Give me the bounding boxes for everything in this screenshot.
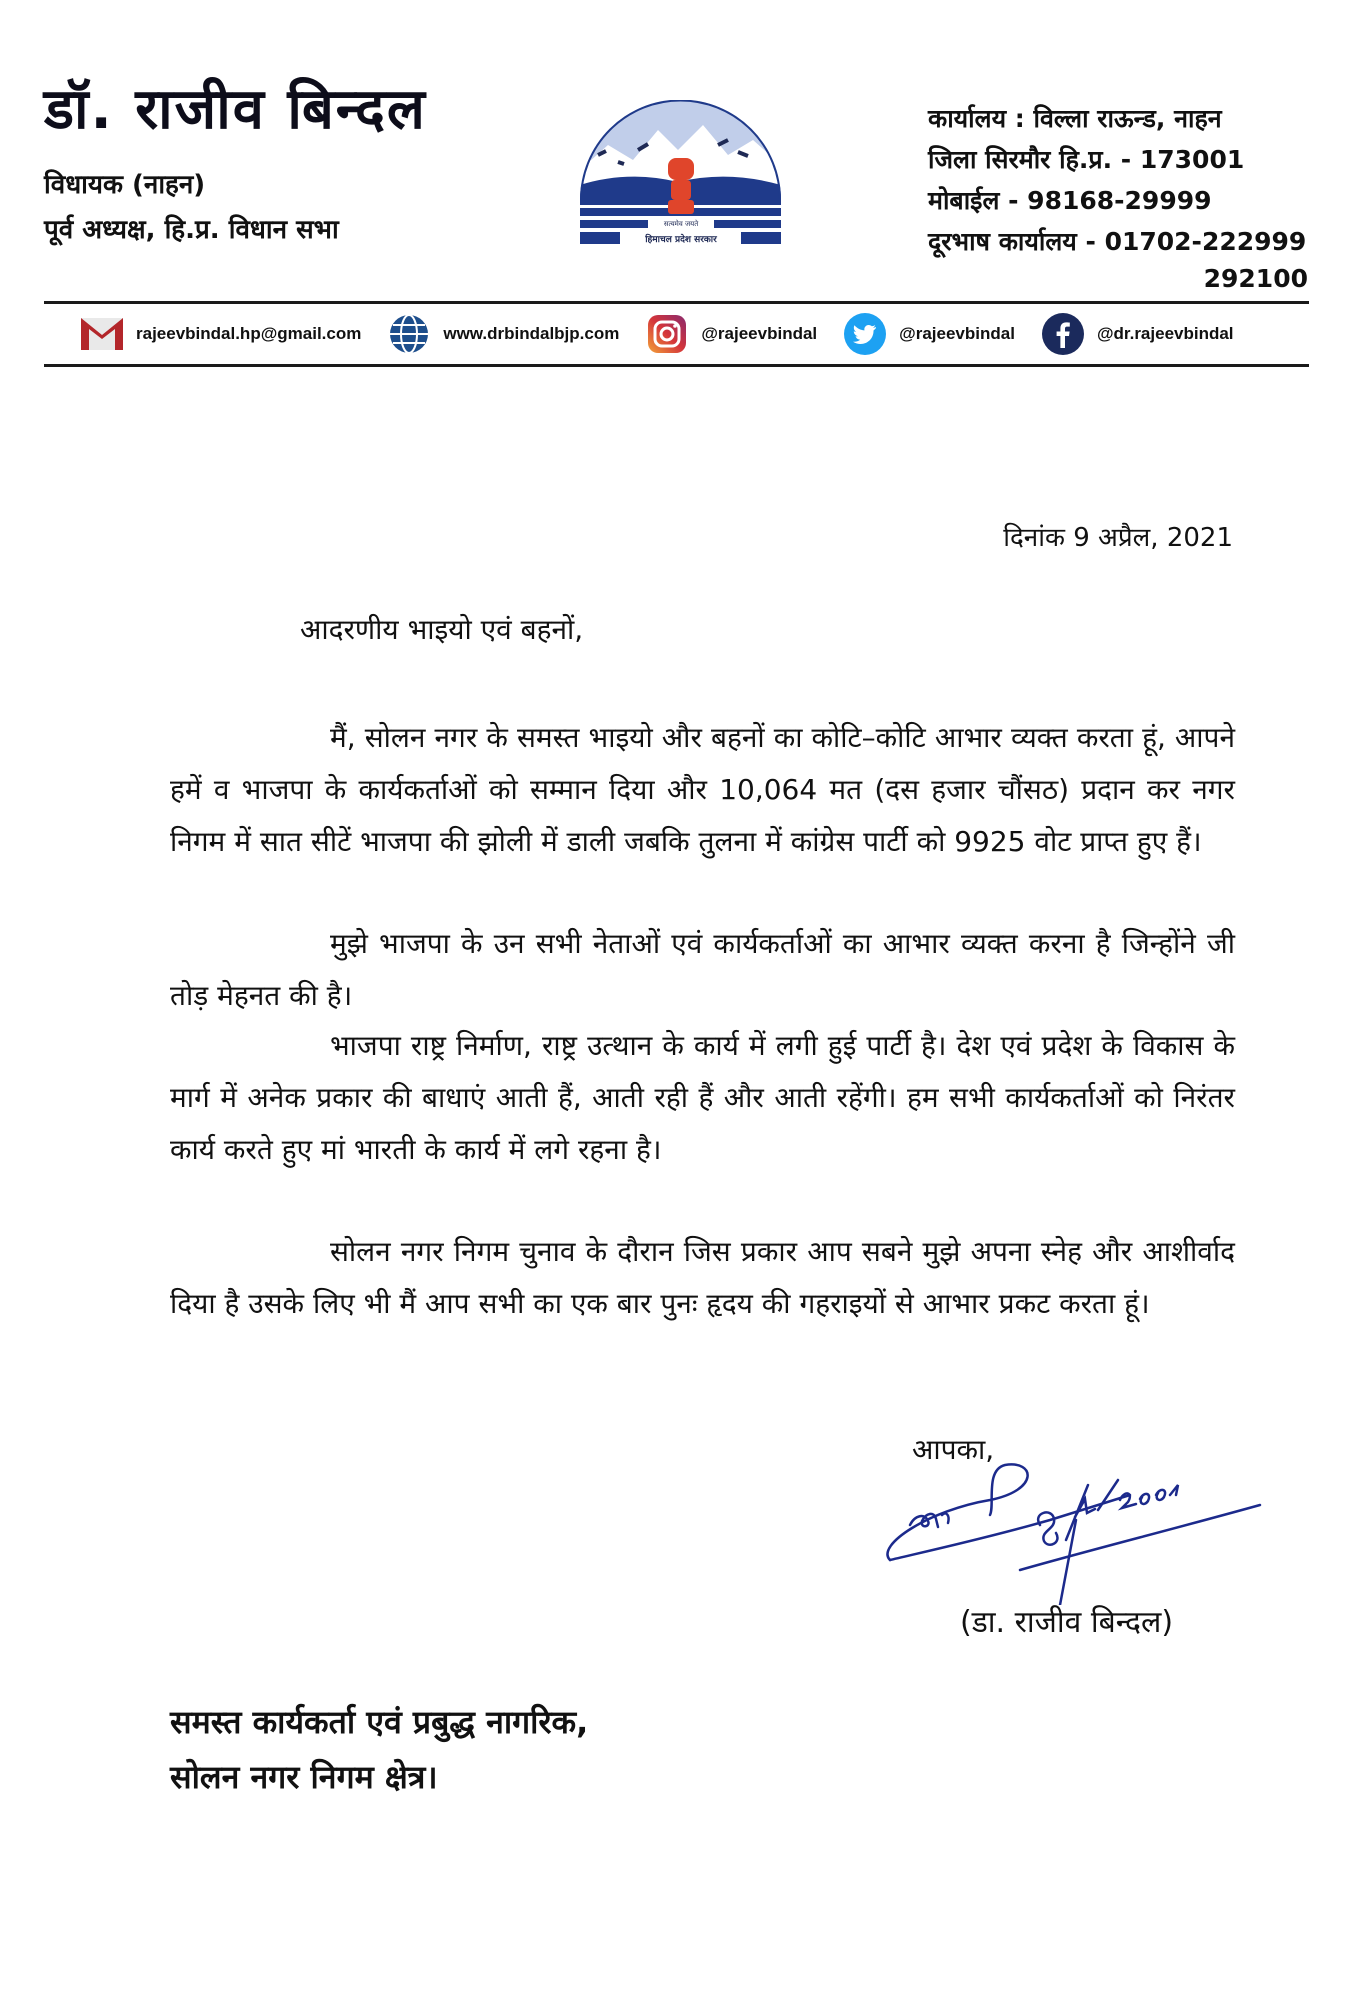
- svg-text:हिमाचल प्रदेश सरकार: हिमाचल प्रदेश सरकार: [645, 235, 717, 245]
- signer-name: (डा. राजीव बिन्दल): [960, 1605, 1174, 1640]
- contact-website[interactable]: [387, 312, 619, 356]
- twitter-handle: @rajeevbindal: [899, 324, 1015, 343]
- paragraph-3: भाजपा राष्ट्र निर्माण, राष्ट्र उत्थान के कार्य में लगी हुई पार्टी है। देश एवं प्रदेश के विकास के मार्ग में अनेक प्रकार की बाधाएं आती हैं, आती रही हैं और आती रहेंगी। हम सभी कार्यकर्ताओं को निरंतर कार्य करते हुए मां भारती के कार्य में लगे रहना है।: [170, 1029, 1235, 1166]
- office-phone: दूरभाष कार्यालय - 01702-222999: [928, 227, 1307, 256]
- letterhead-name: डॉ. राजीव बिन्दल: [44, 77, 427, 142]
- contact-facebook[interactable]: [1041, 312, 1234, 356]
- recipient-line-2: सोलन नगर निगम क्षेत्र।: [170, 1758, 438, 1796]
- logo-emblem-icon: [578, 100, 783, 250]
- himachal-government-logo: [578, 100, 783, 250]
- paragraph-2: मुझे भाजपा के उन सभी नेताओं एवं कार्यकर्ताओं का आभार व्यक्त करना है जिन्होंने जी तोड़ मेहनत की है।: [170, 927, 1235, 1012]
- closing: आपका,: [912, 1433, 995, 1466]
- former-post: पूर्व अध्यक्ष, हि.प्र. विधान सभा: [44, 215, 339, 245]
- svg-text:सत्यमेव जयते: सत्यमेव जयते: [663, 220, 699, 228]
- handwritten-signature: [870, 1455, 1270, 1605]
- facebook-handle: @dr.rajeevbindal: [1096, 324, 1234, 343]
- office-phone-extra: 292100: [1203, 264, 1308, 293]
- instagram-icon: [645, 312, 689, 356]
- paragraph-4: सोलन नगर निगम चुनाव के दौरान जिस प्रकार आप सबने मुझे अपना स्नेह और आशीर्वाद दिया है उसके लिए भी मैं आप सभी का एक बार पुनः हृदय की गहराइयों से आभार प्रकट करता हूं।: [170, 1235, 1235, 1320]
- instagram-handle: @rajeevbindal: [701, 324, 818, 343]
- facebook-icon: [1041, 312, 1085, 356]
- contact-email[interactable]: [80, 312, 361, 356]
- email-text: rajeevbindal.hp@gmail.com: [136, 324, 362, 343]
- globe-icon: [387, 312, 431, 356]
- mobile-number: मोबाईल - 98168-29999: [928, 186, 1212, 215]
- recipient-line-1: समस्त कार्यकर्ता एवं प्रबुद्ध नागरिक,: [170, 1703, 589, 1741]
- district-address: जिला सिरमौर हि.प्र. - 173001: [928, 145, 1245, 174]
- contact-instagram[interactable]: [645, 312, 817, 356]
- divider-bottom: [44, 364, 1309, 367]
- gmail-icon: [80, 312, 124, 356]
- paragraph-1: मैं, सोलन नगर के समस्त भाइयो और बहनों का कोटि–कोटि आभार व्यक्त करता हूं, आपने हमें व भाजपा के कार्यकर्ताओं को सम्मान दिया और 10,064 मत (दस हजार चौंसठ) प्रदान कर नगर निगम में सात सीटें भाजपा की झोली में डाली जबकि तुलना में कांग्रेस पार्टी को 9925 वोट प्राप्त हुए हैं।: [170, 721, 1235, 858]
- website-text: www.drbindalbjp.com: [443, 324, 620, 343]
- designation: विधायक (नाहन): [44, 170, 206, 200]
- contact-twitter[interactable]: [843, 312, 1015, 356]
- salutation: आदरणीय भाइयो एवं बहनों,: [300, 613, 584, 646]
- office-address: कार्यालय : विल्ला राऊन्ड, नाहन: [928, 104, 1222, 133]
- letter-date: दिनांक 9 अप्रैल, 2021: [1003, 523, 1233, 553]
- twitter-icon: [843, 312, 887, 356]
- divider-top: [44, 301, 1309, 304]
- contact-strip: [80, 308, 1260, 360]
